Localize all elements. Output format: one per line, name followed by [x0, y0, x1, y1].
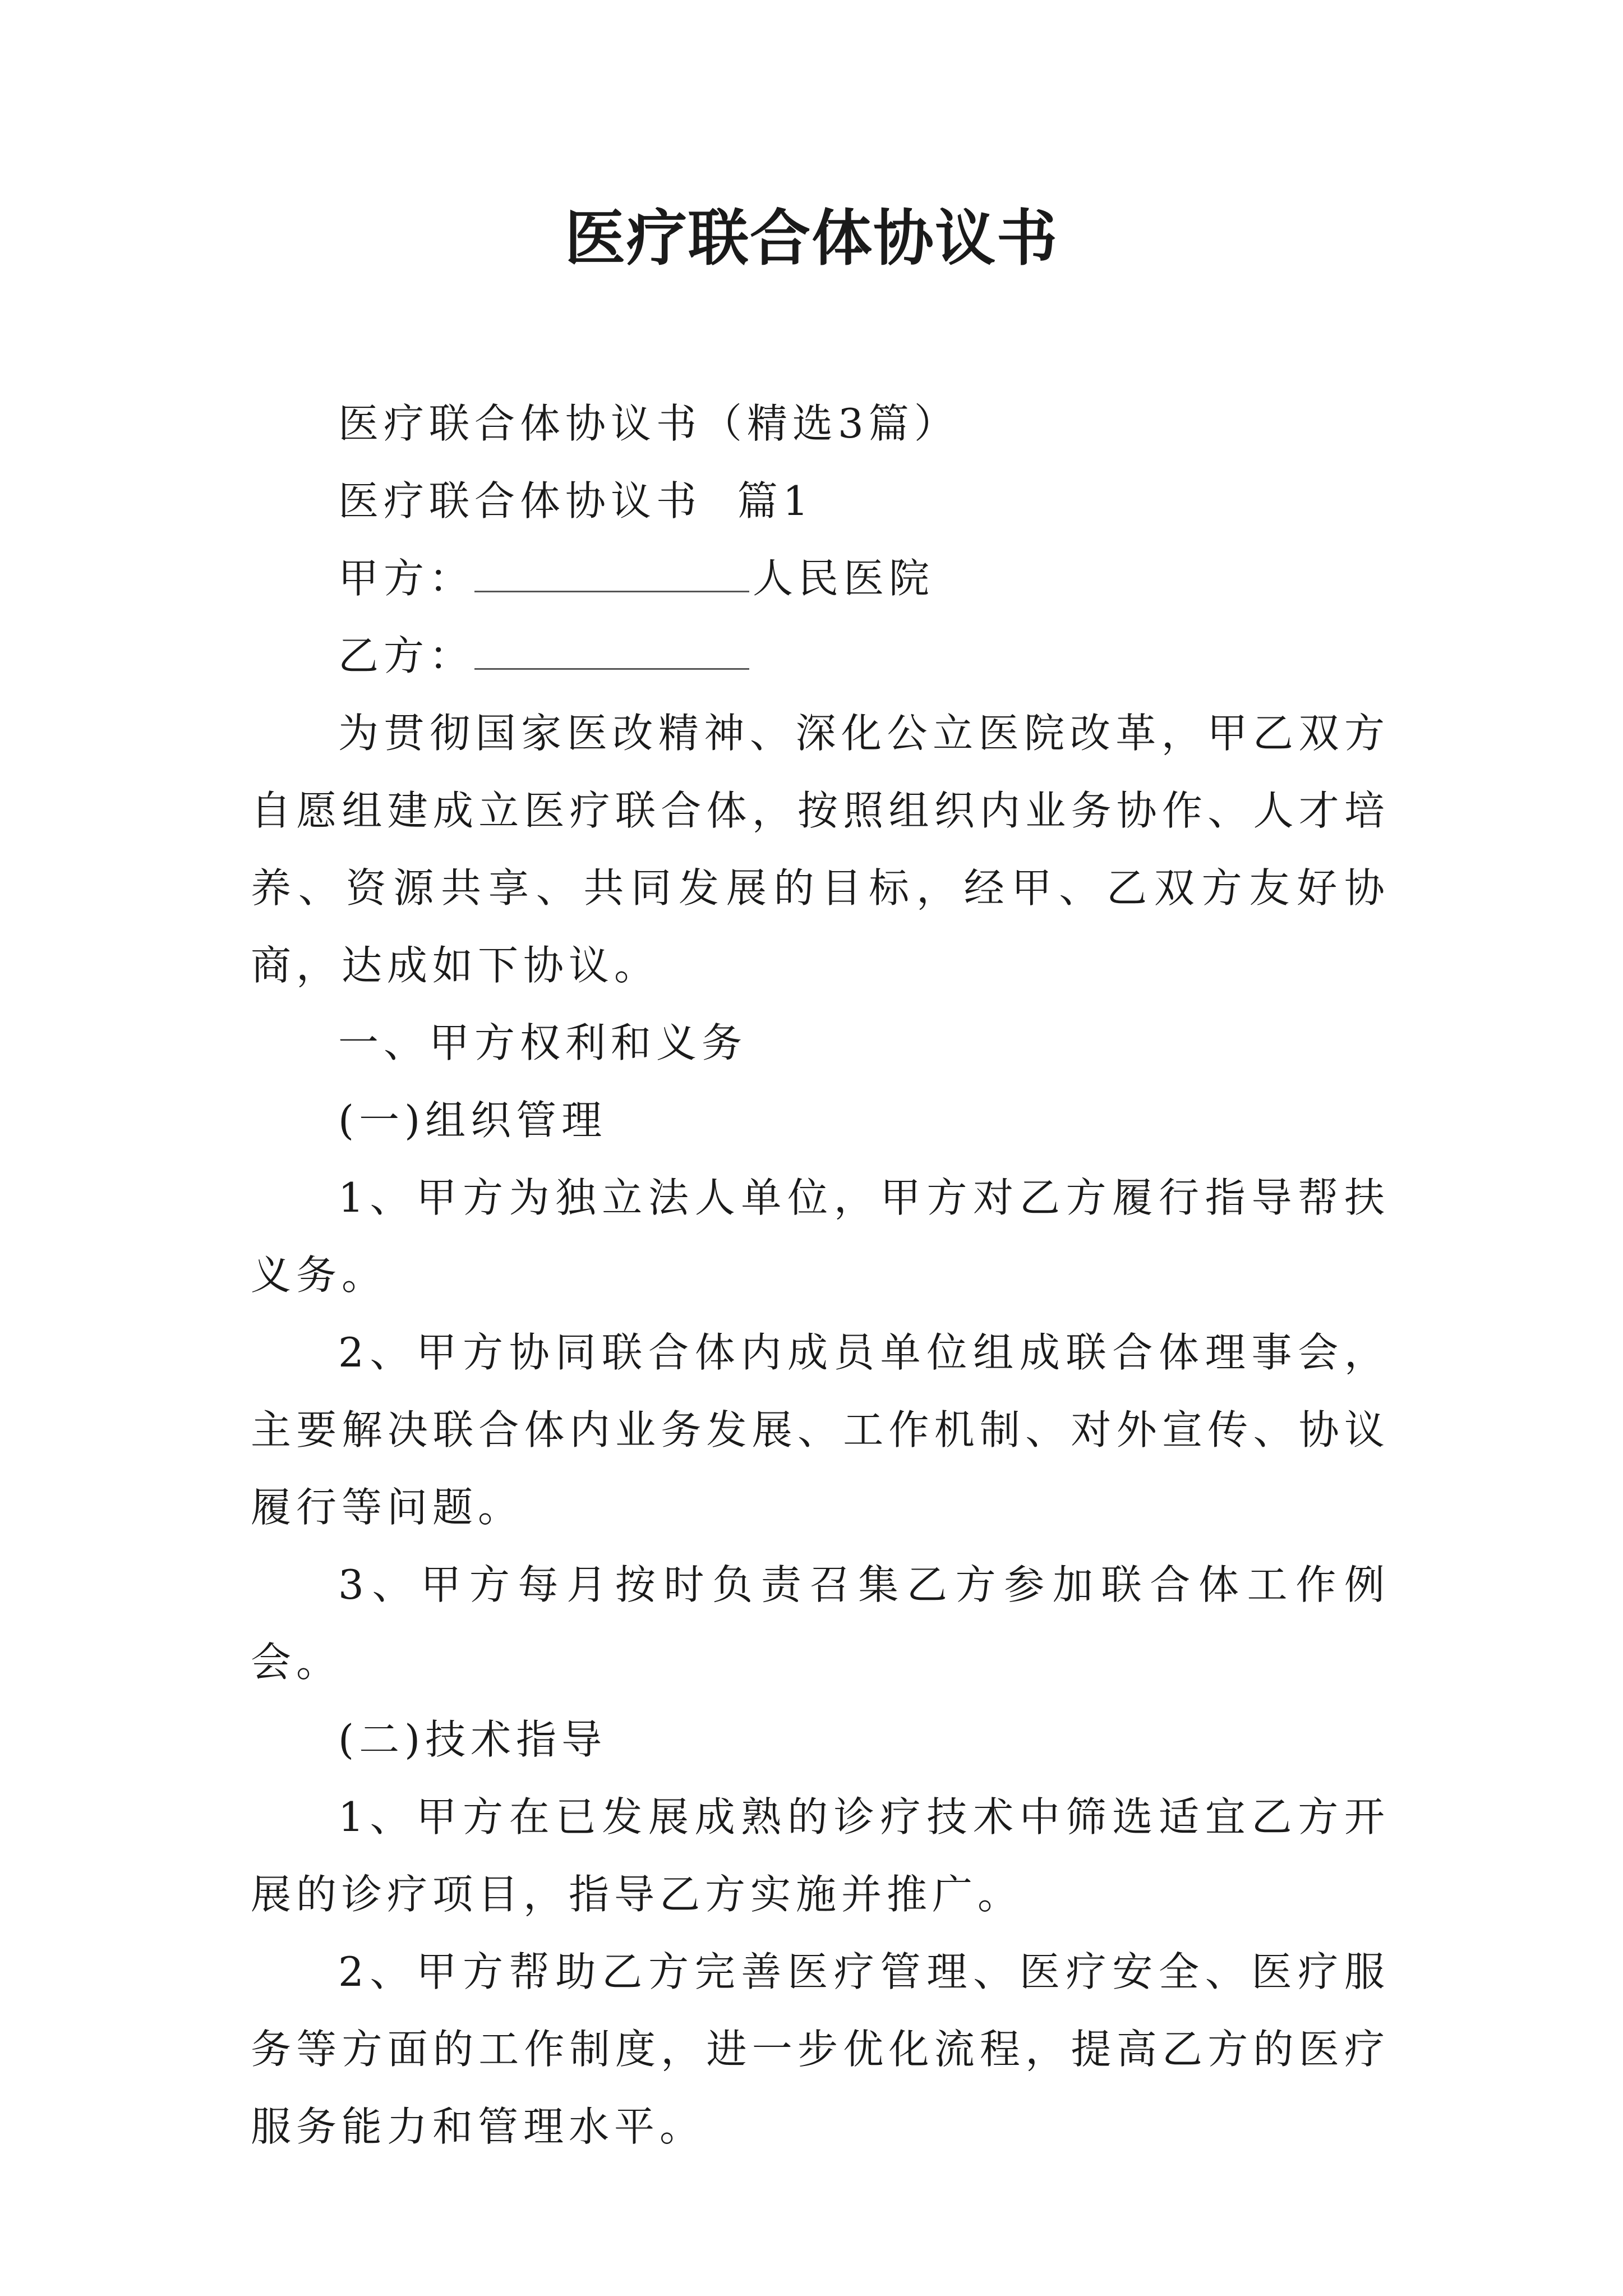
party-b-blank — [474, 618, 749, 670]
paragraph: 1、甲方为独立法人单位，甲方对乙方履行指导帮扶义务。 — [251, 1174, 1390, 1299]
paragraph: 1、甲方在已发展成熟的诊疗技术中筛选适宜乙方开展的诊疗项目，指导乙方实施并推广。 — [251, 1793, 1390, 1918]
paragraph: 2、甲方帮助乙方完善医疗管理、医疗安全、医疗服务等方面的工作制度，进一步优化流程，提高乙方的医疗服务能力和管理水平。 — [251, 1948, 1390, 2150]
party-a-blank — [474, 540, 749, 592]
document-body — [251, 385, 1390, 2165]
section-heading-party-a: 一、甲方权利和义务 — [338, 1019, 748, 1066]
document-title: 医疗联合体协议书 — [564, 203, 1058, 274]
party-b-line — [251, 617, 1390, 694]
party-a-label: 甲方： — [338, 555, 475, 602]
party-a-line — [251, 540, 1390, 617]
paragraph: 为贯彻国家医改精神、深化公立医院改革，甲乙双方自愿组建成立医疗联合体，按照组织内业务协作、人才培养、资源共享、共同发展的目标，经甲、乙双方友好协商，达成如下协议。 — [251, 710, 1390, 989]
party-b-label: 乙方： — [338, 632, 475, 679]
subsection-heading: (二)技术指导 — [338, 1716, 607, 1763]
section-heading: 医疗联合体协议书 篇1 — [338, 477, 814, 524]
party-a-suffix: 人民医院 — [753, 555, 935, 602]
document-subtitle: 医疗联合体协议书（精选3篇） — [338, 400, 960, 447]
subsection-heading: (一)组织管理 — [338, 1097, 607, 1144]
paragraph: 2、甲方协同联合体内成员单位组成联合体理事会，主要解决联合体内业务发展、工作机制、对外宣传、协议履行等问题。 — [251, 1329, 1390, 1531]
paragraph: 3、甲方每月按时负责召集乙方参加联合体工作例会。 — [251, 1561, 1390, 1686]
